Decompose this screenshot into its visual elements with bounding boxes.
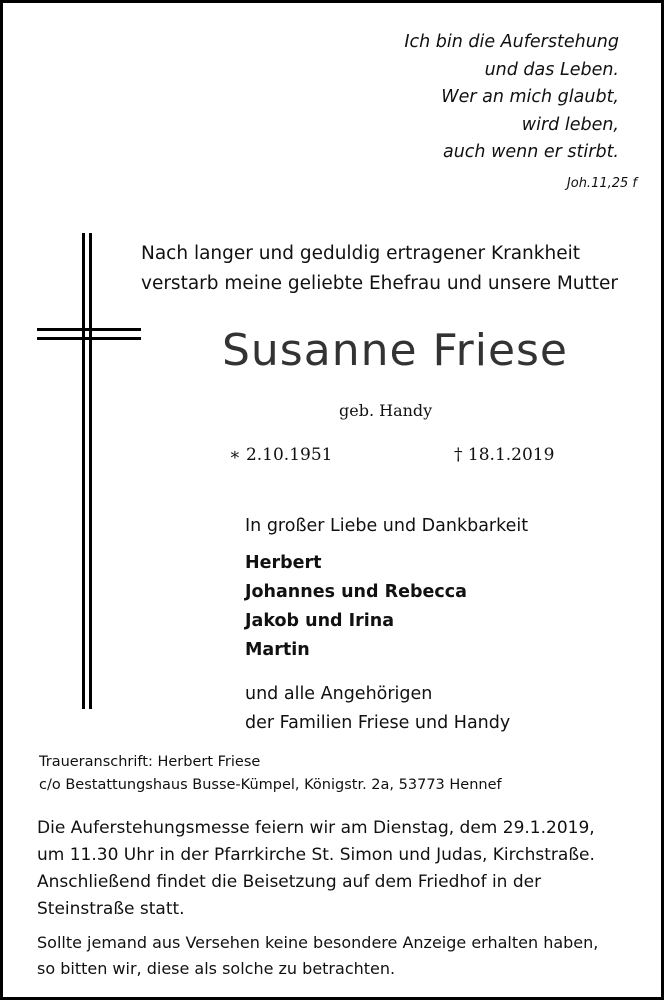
family-member: Herbert [245,553,322,573]
service-notice [37,815,633,923]
verse-line: Wer an mich glaubt, [441,87,619,107]
closing-line: Sollte jemand aus Versehen keine besondere Anzeige erhalten haben, [37,933,599,952]
closing-note [37,930,633,982]
intro-line: Nach langer und geduldig ertragener Krankheit [141,243,580,264]
death-date: † 18.1.2019 [454,445,555,465]
family-member: Jakob und Irina [245,611,395,631]
verse-line: wird leben, [521,114,619,135]
intro-text [141,239,618,299]
notice-line: Steinstraße statt. [37,899,185,919]
intro-line: verstarb meine geliebte Ehefrau und unsere Mutter [141,273,619,294]
closing-line: so bitten wir, diese als solche zu betrachten. [37,959,396,978]
relatives [245,680,528,738]
verse-line: auch wenn er stirbt. [442,142,619,162]
bible-verse [404,29,637,195]
family-member: Martin [245,640,310,660]
address-line: c/o Bestattungshaus Busse-Kümpel, Königstr. 2a, 53773 Hennef [39,777,502,793]
maiden-name: geb. Handy [339,401,433,420]
mourners-block [245,511,528,738]
mourners-lead: In großer Liebe und Dankbarkeit [245,516,529,536]
birth-date: ∗ 2.10.1951 [229,445,333,465]
notice-line: Anschließend findet die Beisetzung auf dem Friedhof in der [37,872,542,892]
verse-reference: Joh.11,25 f [566,175,637,191]
verse-line: und das Leben. [484,59,619,80]
relatives-line: der Familien Friese und Handy [245,713,511,733]
verse-line: Ich bin die Auferstehung [404,32,619,52]
relatives-line: und alle Angehörigen [245,684,433,704]
mourning-address [39,751,502,797]
notice-line: Die Auferstehungsmesse feiern wir am Dienstag, dem 29.1.2019, [37,818,595,838]
notice-line: um 11.30 Uhr in der Pfarrkirche St. Simon und Judas, Kirchstraße. [37,845,595,865]
address-line: Traueranschrift: Herbert Friese [39,754,261,770]
deceased-name: Susanne Friese [221,325,569,376]
family-member: Johannes und Rebecca [245,582,467,602]
